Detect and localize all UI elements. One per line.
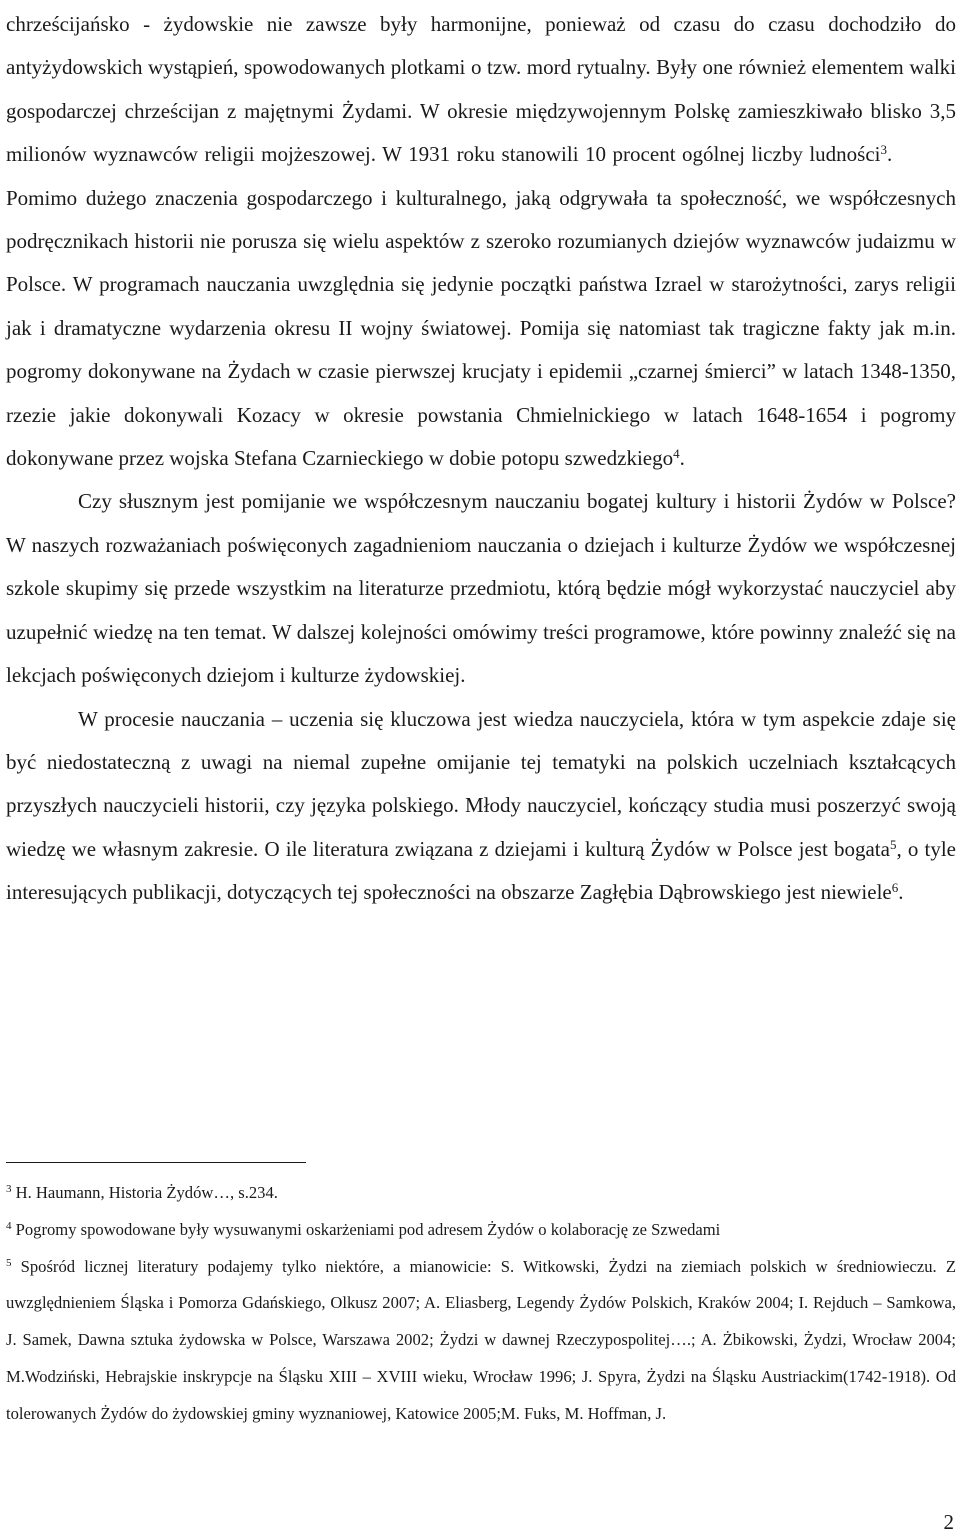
body-text [6,0,956,915]
footnote-text: Spośród licznej literatury podajemy tylko niektóre, a mianowicie: S. Witkowski, Żydzi na ziemiach polskich w średniowieczu. Z uwzględnieniem Śląska i Pomorza Gdańskiego, Olkusz 2007; A. Eliasberg, Legendy Żydów Polskich, Kraków 2004; I. Rejduch – Samkowa, J. Samek, Dawna sztuka żydowska w Polsce, Warszawa 2002; Żydzi w dawnej Rzeczypospolitej….; A. Żbikowski, Żydzi, Wrocław 2004; M.Wodziński, Hebrajskie inskrypcje na Śląsku XIII – XVIII wieku, Wrocław 1996; J. Spyra, Żydzi na Śląsku Austriackim(1742-1918). Od tolerowanych Żydów do żydowskiej gminy wyznaniowej, Katowice 2005;M. Fuks, M. Hoffman, J. [6,1256,956,1423]
paragraph-1-text: chrześcijańsko - żydowskie nie zawsze były harmonijne, ponieważ od czasu do czasu dochodziło do antyżydowskich wystąpień, spowodowanych plotkami o tzw. mord rytualny. Były one również elementem walki gospodarczej chrześcijan z majętnymi Żydami. W okresie międzywojennym Polskę zamieszkiwało blisko 3,5 milionów wyznawców religii mojżeszowej. [6,12,956,167]
paragraph-1-text-b: W 1931 roku stanowili 10 procent ogólnej liczby ludności [376,142,881,167]
paragraph-4 [6,698,956,915]
paragraph-2-inline [6,142,956,470]
footnote-ref-3[interactable]: 3 [880,142,887,158]
footnote-number: 3 [6,1183,12,1195]
footnote-number: 4 [6,1219,12,1232]
footnote-number: 5 [6,1256,12,1269]
footnote-ref-5[interactable]: 5 [889,836,897,852]
footnotes [6,1175,956,1433]
footnote-separator [6,1162,306,1163]
footnote-4 [6,1212,956,1249]
paragraph-4-text: W procesie nauczania – uczenia się kluczowa jest wiedza nauczyciela, która w tym aspekcie zdaje się być niedostateczną z uwagi na niemal zupełne omijanie tej tematyki na polskich uczelniach kształcących przyszłych nauczycieli historii, czy języka polskiego. Młody nauczyciel, kończący studia musi poszerzyć swoją wiedzę we własnym zakresie. O ile literatura związana z dziejami i kulturą Żydów w Polsce jest bogata [6,706,956,861]
paragraph-3-text: Czy słusznym jest pomijanie we współczesnym nauczaniu bogatej kultury i historii Żydów w Polsce? W naszych rozważaniach poświęconych zagadnieniom nauczania o dziejach i kulturze Żydów we współczesnej szkole skupimy się przede wszystkim na literaturze przedmiotu, którą będzie mógł wykorzystać nauczyciel aby uzupełnić wiedzę na ten temat. W dalszej kolejności omówimy treści programowe, które powinny znaleźć się na lekcjach poświęconych dziejom i kulturze żydowskiej. [6,489,956,688]
paragraph-4-text-c: . [898,880,904,905]
page-number: 2 [943,1510,954,1534]
footnote-text: Pogromy spowodowane były wysuwanymi oskarżeniami pod adresem Żydów o kolaborację ze Szwedami [11,1219,721,1239]
paragraph-2-text: Pomimo dużego znaczenia gospodarczego i kulturalnego, jaką odgrywała ta społeczność, we współczesnych podręcznikach historii nie porusza się wielu aspektów z szeroko rozumianych dziejów wyznawców judaizmu w Polsce. W programach nauczania uwzględnia się jedynie początki państwa Izrael w starożytności, zarys religii jak i dramatyczne wydarzenia okresu II wojny światowej. Pomija się natomiast tak tragiczne fakty jak m.in. pogromy dokonywane na Żydach w czasie pierwszej krucjaty i epidemii „czarnej śmierci” w latach 1348-1350, rzezie jakie dokonywali Kozacy w okresie powstania Chmielnickiego w latach 1648-1654 i pogromy dokonywane przez wojska Stefana Czarnieckiego w dobie potopu szwedzkiego [6,185,956,471]
footnote-ref-4[interactable]: 4 [673,446,680,462]
footnote-ref-6[interactable]: 6 [891,880,899,896]
paragraph-2-text-b: . [679,446,685,471]
footnote-5 [6,1249,956,1433]
paragraph-1 [6,3,956,480]
paragraph-3 [6,480,956,697]
document-page [6,0,956,915]
paragraph-1-text-c: . [887,142,893,167]
footnote-3 [6,1175,956,1212]
paragraph-4-text-b: , o tyle interesujących publikacji, dotyczących tej społeczności na obszarze Zagłębia Dąbrowskiego jest niewiele [6,836,956,905]
footnote-text: H. Haumann, Historia Żydów…, s.234. [11,1183,278,1202]
